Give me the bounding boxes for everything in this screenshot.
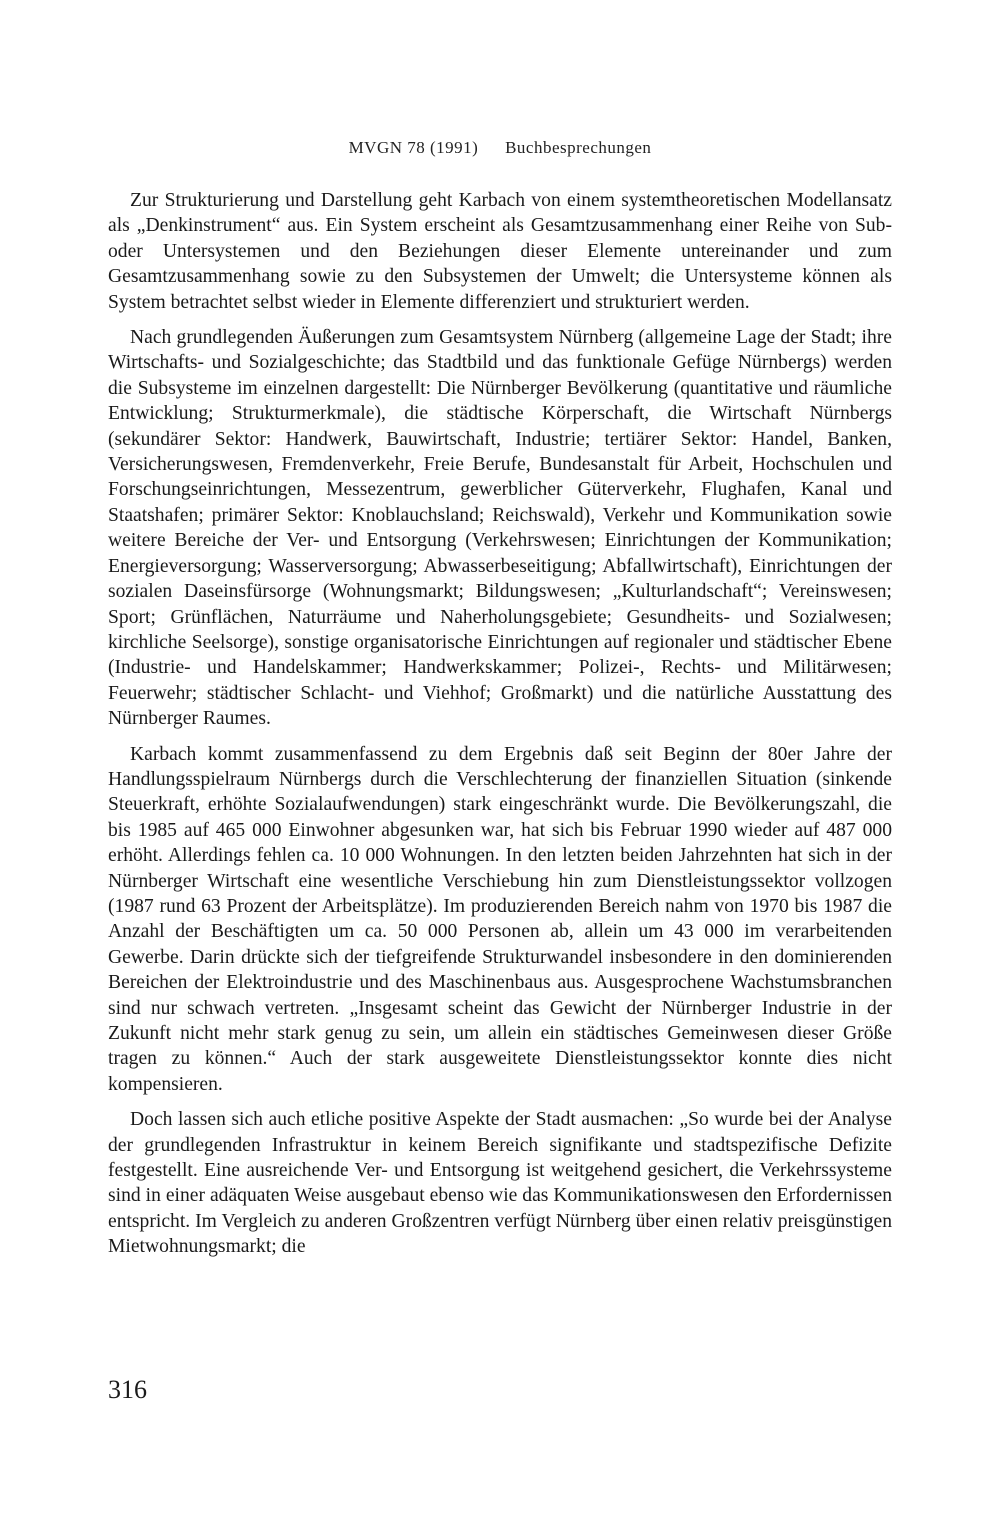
paragraph-3: Karbach kommt zusammenfassend zu dem Ergebnis daß seit Beginn der 80er Jahre der Handlungsspielraum Nürnbergs durch die Verschlechterung der finanziellen Situation (sinkende Steuerkraft, erhöhte Sozialaufwendungen) stark eingeschränkt wurde. Die Bevölkerungszahl, die bis 1985 auf 465 000 Einwohner abgesunken war, hat sich bis Februar 1990 wieder auf 487 000 erhöht. Allerdings fehlen ca. 10 000 Wohnungen. In den letzten beiden Jahrzehnten hat sich in der Nürnberger Wirtschaft eine wesentliche Verschiebung hin zum Dienstleistungssektor vollzogen (1987 rund 63 Prozent der Arbeitsplätze). Im produzierenden Bereich nahm von 1970 bis 1987 die Anzahl der Beschäftigten um ca. 50 000 Personen ab, allein um 43 000 im verarbeitenden Gewerbe. Darin drückte sich der tiefgreifende Strukturwandel insbesondere in den dominierenden Bereichen der Elektroindustrie und des Maschinenbaus aus. Ausgesprochene Wachstumsbranchen sind nur schwach vertreten. „Insgesamt scheint das Gewicht der Nürnberger Industrie in der Zukunft nicht mehr stark genug zu sein, um allein ein städtisches Gemeinwesen dieser Größe tragen zu können.“ Auch der stark ausgeweitete Dienstleistungssektor konnte dies nicht kompensieren. — [108, 743, 892, 1095]
running-header — [0, 138, 1000, 158]
body-text — [108, 188, 892, 1270]
journal-citation: MVGN 78 (1991) — [348, 138, 479, 157]
paragraph-4: Doch lassen sich auch etliche positive Aspekte der Stadt ausmachen: „So wurde bei der Analyse der grundlegenden Infrastruktur in keinem Bereich signifikante und stadtspezifische Defizite festgestellt. Eine ausreichende Ver- und Entsorgung ist weitgehend gesichert, die Verkehrssysteme sind in einer adäquaten Weise ausgebaut ebenso wie das Kommunikationswesen den Erfordernissen entspricht. Im Vergleich zu anderen Großzentren verfügt Nürnberg über einen relativ preisgünstigen Mietwohnungsmarkt; die — [108, 1109, 892, 1258]
paragraph-2: Nach grundlegenden Äußerungen zum Gesamtsystem Nürnberg (allgemeine Lage der Stadt; ihre Wirtschafts- und Sozialgeschichte; das Stadtbild und das funktionale Gefüge Nürnbergs) werden die Subsysteme im einzelnen dargestellt: Die Nürnberger Bevölkerung (quantitative und räumliche Entwicklung; Strukturmerkmale), die städtische Körperschaft, die Wirtschaft Nürnbergs (sekundärer Sektor: Handwerk, Bauwirtschaft, Industrie; tertiärer Sektor: Handel, Banken, Versicherungswesen, Fremdenverkehr, Freie Berufe, Bundesanstalt für Arbeit, Hochschulen und Forschungseinrichtungen, Messezentrum, gewerblicher Güterverkehr, Flughafen, Kanal und Staatshafen; primärer Sektor: Knoblauchsland; Reichswald), Verkehr und Kommunikation sowie weitere Bereiche der Ver- und Entsorgung (Verkehrswesen; Einrichtungen der Kommunikation; Energieversorgung; Wasserversorgung; Abwasserbeseitigung; Abfallwirtschaft), Einrichtungen der sozialen Daseinsfürsorge (Wohnungsmarkt; Bildungswesen; „Kulturlandschaft“; Vereinswesen; Sport; Grünflächen, Naturräume und Naherholungsgebiete; Gesundheits- und Sozialwesen; kirchliche Seelsorge), sonstige organisatorische Einrichtungen auf regionaler und städtischer Ebene (Industrie- und Handelskammer; Handwerkskammer; Polizei-, Rechts- und Militärwesen; Feuerwehr; städtischer Schlacht- und Viehhof; Großmarkt) und die natürliche Ausstattung des Nürnberger Raumes. — [108, 327, 892, 730]
page-number: 316 — [108, 1375, 147, 1404]
paragraph-1: Zur Strukturierung und Darstellung geht Karbach von einem systemtheoretischen Modellansatz als „Denkinstrument“ aus. Ein System erscheint als Gesamtzusammenhang einer Reihe von Sub- oder Untersystemen und den Beziehungen dieser Elemente untereinander und zum Gesamtzusammenhang sowie zu den Subsystemen der Umwelt; die Untersysteme können als System betrachtet selbst wieder in Elemente differenziert und strukturiert werden. — [108, 190, 892, 313]
section-title: Buchbesprechungen — [505, 138, 652, 157]
